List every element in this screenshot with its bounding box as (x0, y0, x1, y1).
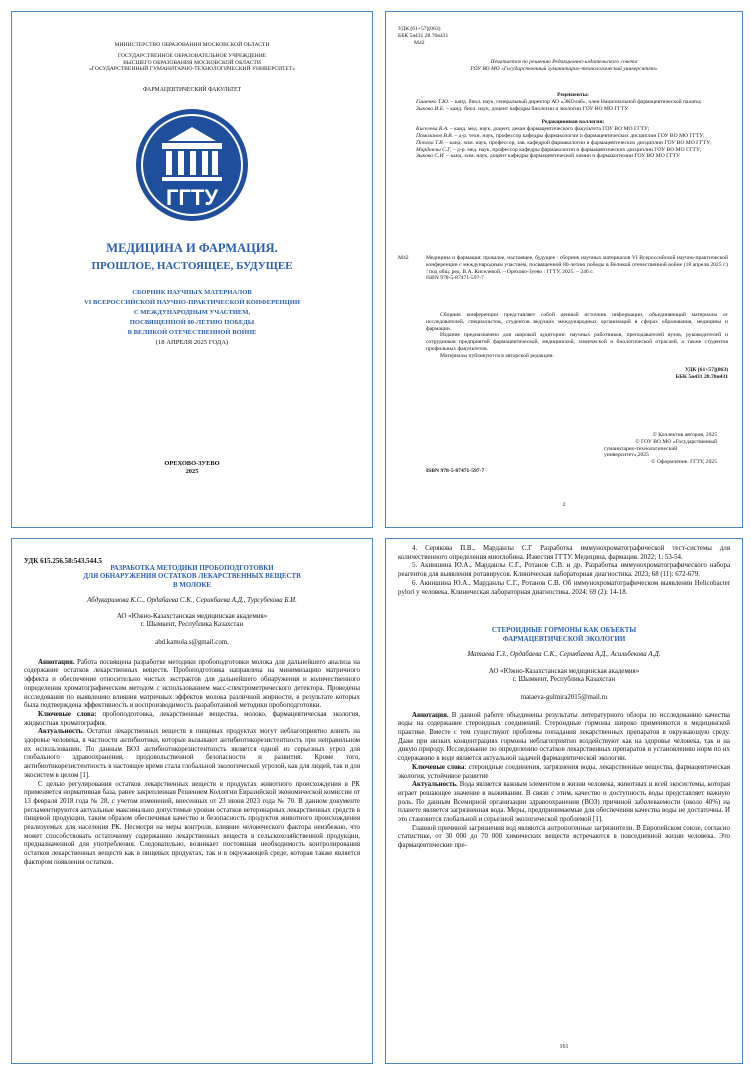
board-member (416, 140, 730, 147)
keywords-label: Ключевые слова: (38, 710, 97, 718)
ministry-line: МИНИСТЕРСТВО ОБРАЗОВАНИЯ МОСКОВСКОЙ ОБЛАСТИ (114, 42, 270, 48)
copyright-line: © ГОУ ВО МО «Государственный (635, 438, 717, 445)
decision-line: Печатается по решению Редакционно-издательского совета (490, 59, 638, 65)
isbn-bottom: ISBN 978-5-87471-597-7 (426, 468, 485, 474)
relevance-paragraph (398, 781, 730, 825)
book-title-2: ПРОШЛОЕ, НАСТОЯЩЕЕ, БУДУЩЕЕ (91, 260, 293, 273)
copyright-block (592, 432, 717, 466)
page-number: 2 (562, 502, 566, 508)
bibliographic-record (426, 255, 728, 282)
member-name: Киселева В.А. (416, 126, 449, 133)
bbk: ББК 5я431 28.70я431 (398, 32, 449, 39)
code: М42 (414, 39, 425, 46)
reviewer-name: Зыкова И.Е. (416, 105, 445, 112)
year: 2025 (185, 468, 199, 475)
classification (398, 26, 448, 46)
keywords-text: : стероидные соединения, загрязнения воды, лекарственные вещества, фармацевтическая экология, устойчивое развитие (398, 763, 730, 780)
title-line: ДЛЯ ОБНАРУЖЕНИЯ ОСТАТКОВ ЛЕКАРСТВЕННЫХ ВЕЩЕСТВ (83, 573, 301, 581)
conference-date: (18 АПРЕЛЯ 2025 ГОДА) (155, 339, 229, 347)
article-title (398, 627, 730, 644)
reference: 6. Акиншина Ю.А., Марданлы С.Г., Ротанов С.В. Об иммунохроматографическом выявлении Helicobacter pylori у человека. Клиническая лабораторная диагностика. 2024; 69 (2): 14-18. (398, 579, 730, 596)
copyright-line: университет»,2025 (604, 452, 649, 459)
email: mataeva-gulmira2015@mail.ru (520, 693, 608, 701)
copyright-line: гуманитарно-технологический (604, 445, 678, 452)
imprint (12, 460, 372, 476)
member-name: Зыкова С.И. (416, 153, 445, 160)
title-line: РАЗРАБОТКА МЕТОДИКИ ПРОБОПОДГОТОВКИ (110, 565, 274, 572)
member-name: Марданлы С.Г. (416, 146, 452, 153)
publishing-decision (396, 59, 732, 73)
relevance-text: Остатки лекарственных веществ в пищевых продуктах могут неблагоприятно влиять на здоровье человека, в частности антибиотики, которые вызывают антибиотикорезистентность при неправильном их использовании. По данным ВОЗ антибиотикорезистентность является одной из серьезных угроз для глобального здравоохранения, продовольственной безопасности и развития. Кроме того, антибиотикорезистентность в настоящее время стала глобальной экологической угрозой, как для людей, так и для экосистем в целом [1]. (24, 728, 360, 779)
article-title (24, 565, 360, 590)
imprint-page (385, 11, 743, 528)
abstract-block (426, 312, 728, 360)
audience: Издание предназначено для широкой аудитории: научных работников, преподавателей вузов, руководителей и сотрудников предприятий фармацевтической, медицинской, химической и биологической отраслей, а также студентов профильных факультетов. (426, 332, 728, 352)
title-line: СТЕРОИДНЫЕ ГОРМОНЫ КАК ОБЪЕКТЫ (491, 627, 637, 635)
subtitle-line: ПОСВЯЩЕННОЙ 80-ЛЕТИЮ ПОБЕДЫ (129, 319, 255, 327)
bbk: ББК 5я431 28.70я431 (675, 373, 728, 380)
member-name: Попова Т.В. (416, 139, 444, 146)
board-member (416, 126, 730, 133)
member-info: – д-р. техн. наук, профессор кафедры фармакологии и фармацевтических дисциплин ГОУ ВО МО ГГТУ; (453, 132, 705, 139)
reviewer-info: – канд. биол. наук, доцент кафедры биологии и экологии ГОУ ВО МО ГГТУ. (444, 105, 629, 112)
logo-text: ГГТУ (165, 185, 219, 211)
board-member (416, 153, 730, 160)
authors: Матаева Г.З., Ордабаева С.К., Серикбаева А.Д., Асильбекова А.Д. (467, 650, 661, 658)
ministry-line: «ГОСУДАРСТВЕННЫЙ ГУМАНИТАРНО-ТЕХНОЛОГИЧЕСКИЙ УНИВЕРСИТЕТ» (88, 66, 296, 73)
classification-bottom (676, 367, 728, 381)
relevance-label: Актуальность. (412, 781, 458, 789)
references (398, 545, 730, 597)
subtitle-line: В ВЕЛИКОЙ ОТЕЧЕСТВЕННОЙ ВОЙНЕ (127, 329, 257, 337)
board-member (416, 133, 730, 140)
abstract: Сборник конференции представляет собой ценный источник информации, объединяющий материалы от исследователей, специалистов, студентов ведущих международных организаций в сферах образования, медицины и фармации. (426, 312, 728, 332)
isbn: ISBN 978-5-87471-597-7 (426, 275, 484, 282)
body-paragraph: С целью регулирования остатков лекарственных веществ в продуктах животного происхождения в РК применяется нормативная база, ранее закрепленная Решением Коллегии Евразийской экономической комиссии от 13 февраля 2018 года № 28, с учетом изменений, внесенных от 23 июня 2023 года № 70. В данном документе регламентируются актуальные максимально допустимые уровни остатков ветеринарных лекарственных средств в пищевой продукции, таким образом обеспечивая качество и безопасность продуктов животного происхождения реализуемых для населения РК. Несмотря на меры контроля, влияние человеческого фактора неизбежно, что может способствовать остаточному содержанию лекарственных веществ в сельскохозяйственной продукции, предназначенной для употребления. Следовательно, возникает постоянная необходимость контролирования остатков лекарственных веществ как в пищевых продуктах, так и в окружающей среде, которая также является фактором появления остатков. (24, 780, 360, 866)
copyright-line: © Оформление. ГГТУ, 2025 (651, 459, 717, 466)
subtitle-line: СБОРНИК НАУЧНЫХ МАТЕРИАЛОВ (132, 289, 252, 297)
reviewer (416, 106, 730, 113)
book-title: МЕДИЦИНА И ФАРМАЦИЯ. (106, 241, 278, 256)
relevance-paragraph (24, 728, 360, 780)
udk: УДК [61+57](063) (684, 367, 728, 373)
m42-label: М42 (398, 255, 409, 261)
email: abd.kamola.s@gmail.com, (155, 639, 229, 646)
annotation-label: Аннотация. (38, 658, 75, 666)
member-info: – канд. хим. наук, доцент кафедры фармацевтической химии и фармакогнозии ГОУ ВО МО ГГТУ. (444, 153, 681, 160)
subtitle-line: С МЕЖДУНАРОДНЫМ УЧАСТИЕМ, (133, 309, 251, 317)
member-info: – д-р. мед. наук, профессор кафедры фармакологии и фармацевтических дисциплин ГОУ ВО МО ГГТУ; (451, 146, 702, 153)
body-paragraph: Главной причиной загрязнения вод являются антропогенные загрязнители. В Европейском союзе, согласно статистике, от 30 000 до 70 000 химических веществ встречаются в повседневной жизни человека. Это фармацевтические пре- (398, 824, 730, 850)
annotation-text: Работа посвящена разработке методики пробоподготовки молока для дальнейшего анализа на содержание остатков лекарственных веществ. Пробоподготовка направлена на минимизацию матричного эффекта и обеспечение относительно чистых экстрактов для дальнейшего обнаружения и количественного определения хроматографическим методом с использованием масс-спектрометрического детектора. Проведены исследования по выявлению влияния матричных эффектов молока различной жирности, в результате которых была подтверждена эффективность и воспроизводимость разработанной методики пробоподготовки. (24, 658, 360, 710)
edition-note: Материалы публикуются в авторской редакции. (440, 352, 554, 359)
keywords-text: пробоподготовка, лекарственные вещества, молоко, фармацевтическая экология, жидкостная хроматография. (24, 710, 360, 727)
article-page (11, 538, 373, 1064)
title-line: В МОЛОКЕ (173, 581, 211, 589)
member-info: – канд. мед. наук, доцент, декан фармацевтического факультета ГОУ ВО МО ГГТУ; (448, 126, 650, 133)
reviewers-block (416, 92, 730, 160)
organization: АО «Южно-Казахстанская медицинская академия» (488, 667, 640, 675)
reviewer-info: – канд. биол. наук, генеральный директор АО «ЭКОлаб», член Национальной фармацевтической палаты; (449, 98, 702, 105)
annotation-paragraph (398, 712, 730, 764)
biblio-text: Медицина и фармация: прошлое, настоящее, будущее : сборник научных материалов VI Всероссийской научно-практической конференции с международным участием, посвященной 80-летию победы в Великой отечественной войне (18 апреля 2025 г.) / под общ. ред. В.А. Киселевой. – Орехово-Зуево : ГГТУ, 2025. – 246 с. (426, 255, 728, 275)
member-info: – канд. хим. наук, профессор, зав. кафедрой фармакологии и фармацевтических дисциплин ГОУ ВО МО ГГТУ; (444, 139, 712, 146)
ministry-line: ВЫСШЕГО ОБРАЗОВАНИЯ МОСКОВСКОЙ ОБЛАСТИ (123, 59, 261, 66)
udk: УДК [61+57](063) (398, 26, 441, 32)
reference: 4. Серякова П.В., Марданлы С.Г Разработка иммунохроматографической тест-системы для количественного определения миоглобина. Известия ГГТУ. Медицина, фармация. 2022; 1: 53-54. (398, 545, 730, 561)
annotation-paragraph (24, 659, 360, 711)
ministry-line: ГОСУДАРСТВЕННОЕ ОБРАЗОВАТЕЛЬНОЕ УЧРЕЖДЕНИЕ (117, 52, 267, 59)
organization: АО «Южно-Казахстанская медицинская академия» (116, 612, 268, 620)
relevance-label: Актуальность. (38, 728, 84, 736)
location: г. Шымкент, Республика Казахстан (140, 621, 244, 629)
article-page-2 (385, 538, 743, 1064)
copyright-line: © Коллектив авторов, 2025 (652, 432, 717, 438)
decision-line: ГОУ ВО МО «Государственный гуманитарно-технологический университет» (470, 65, 658, 72)
ministry-block (12, 42, 372, 73)
reviewer (416, 99, 730, 106)
university-logo (132, 105, 252, 225)
page-number: 161 (559, 1044, 569, 1050)
keywords-paragraph (398, 764, 730, 781)
relevance-text: Вода является важным элементом в жизни человека, животных и всей экосистемы, которая играет решающее значение в выживании. В связи с этим, качество и доступность воды представляет важную роль. По данным Всемирной организации здравоохранения (ВОЗ) причиной заболеваемости (около 40%) на планете является загрязненная вода. Меры, предпринимаемые для обеспечения качества воды не достаточны. И это становится глобальной и серьезной экологической проблемой [1]. (398, 781, 730, 824)
reviewers-title: Рецензенты: (557, 92, 589, 98)
location: г. Шымкент, Республика Казахстан (512, 676, 616, 684)
annotation-label: Аннотация. (412, 711, 449, 719)
article-body (24, 659, 360, 868)
udk: УДК 615.256.58:543.544.5 (24, 557, 102, 565)
subtitle-line: VI ВСЕРОССИЙСКОЙ НАУЧНО-ПРАКТИЧЕСКОЙ КОНФЕРЕНЦИИ (83, 299, 301, 307)
keywords-paragraph (24, 711, 360, 728)
reviewer-name: Гашенко Т.Ю. (416, 98, 450, 105)
title-line: ФАРМАЦЕВТИЧЕСКОЙ ЭКОЛОГИИ (502, 635, 626, 643)
member-name: Помазанов В.В. (416, 132, 453, 139)
article-body (398, 712, 730, 851)
city: ОРЕХОВО-ЗУЕВО (164, 460, 220, 467)
subtitle (12, 288, 372, 338)
faculty: ФАРМАЦЕВТИЧЕСКИЙ ФАКУЛЬТЕТ (142, 87, 242, 94)
annotation-text: В данной работе объединены результаты литературного обзора по исследованию качества воды на содержание стероидных соединений. Стероидные гормоны широко применяются в медицинской практике. Вместе с тем существуют проблемы попадания лекарственных препаратов в окружающую среду. Даже при низких концентрациях гормоны неблагоприятно воздействуют как на здоровье человека, так и на дикую природу. Исследование по определению остатков лекарственных препаратов и установлению норм по их содержанию в воде является актуальной задачей фармацевтической экологии. (398, 711, 730, 763)
keywords-label: Ключевые слова (412, 763, 465, 771)
authors: Абдукаримова К.С., Ордабаева С.К., Серикбаева А.Д., Турсубекова Б.И. (87, 596, 297, 604)
reference: 5. Акиншина Ю.А., Марданлы С.Г., Ротанов С.В. и др. Разработка иммунохроматографического набора реагентов для выявления ротавирусов. Клиническая лабораторная диагностика. 2023; 68 (11): 672-679. (398, 562, 730, 579)
board-title: Редакционная коллегия: (541, 119, 605, 126)
title-page (11, 11, 373, 528)
